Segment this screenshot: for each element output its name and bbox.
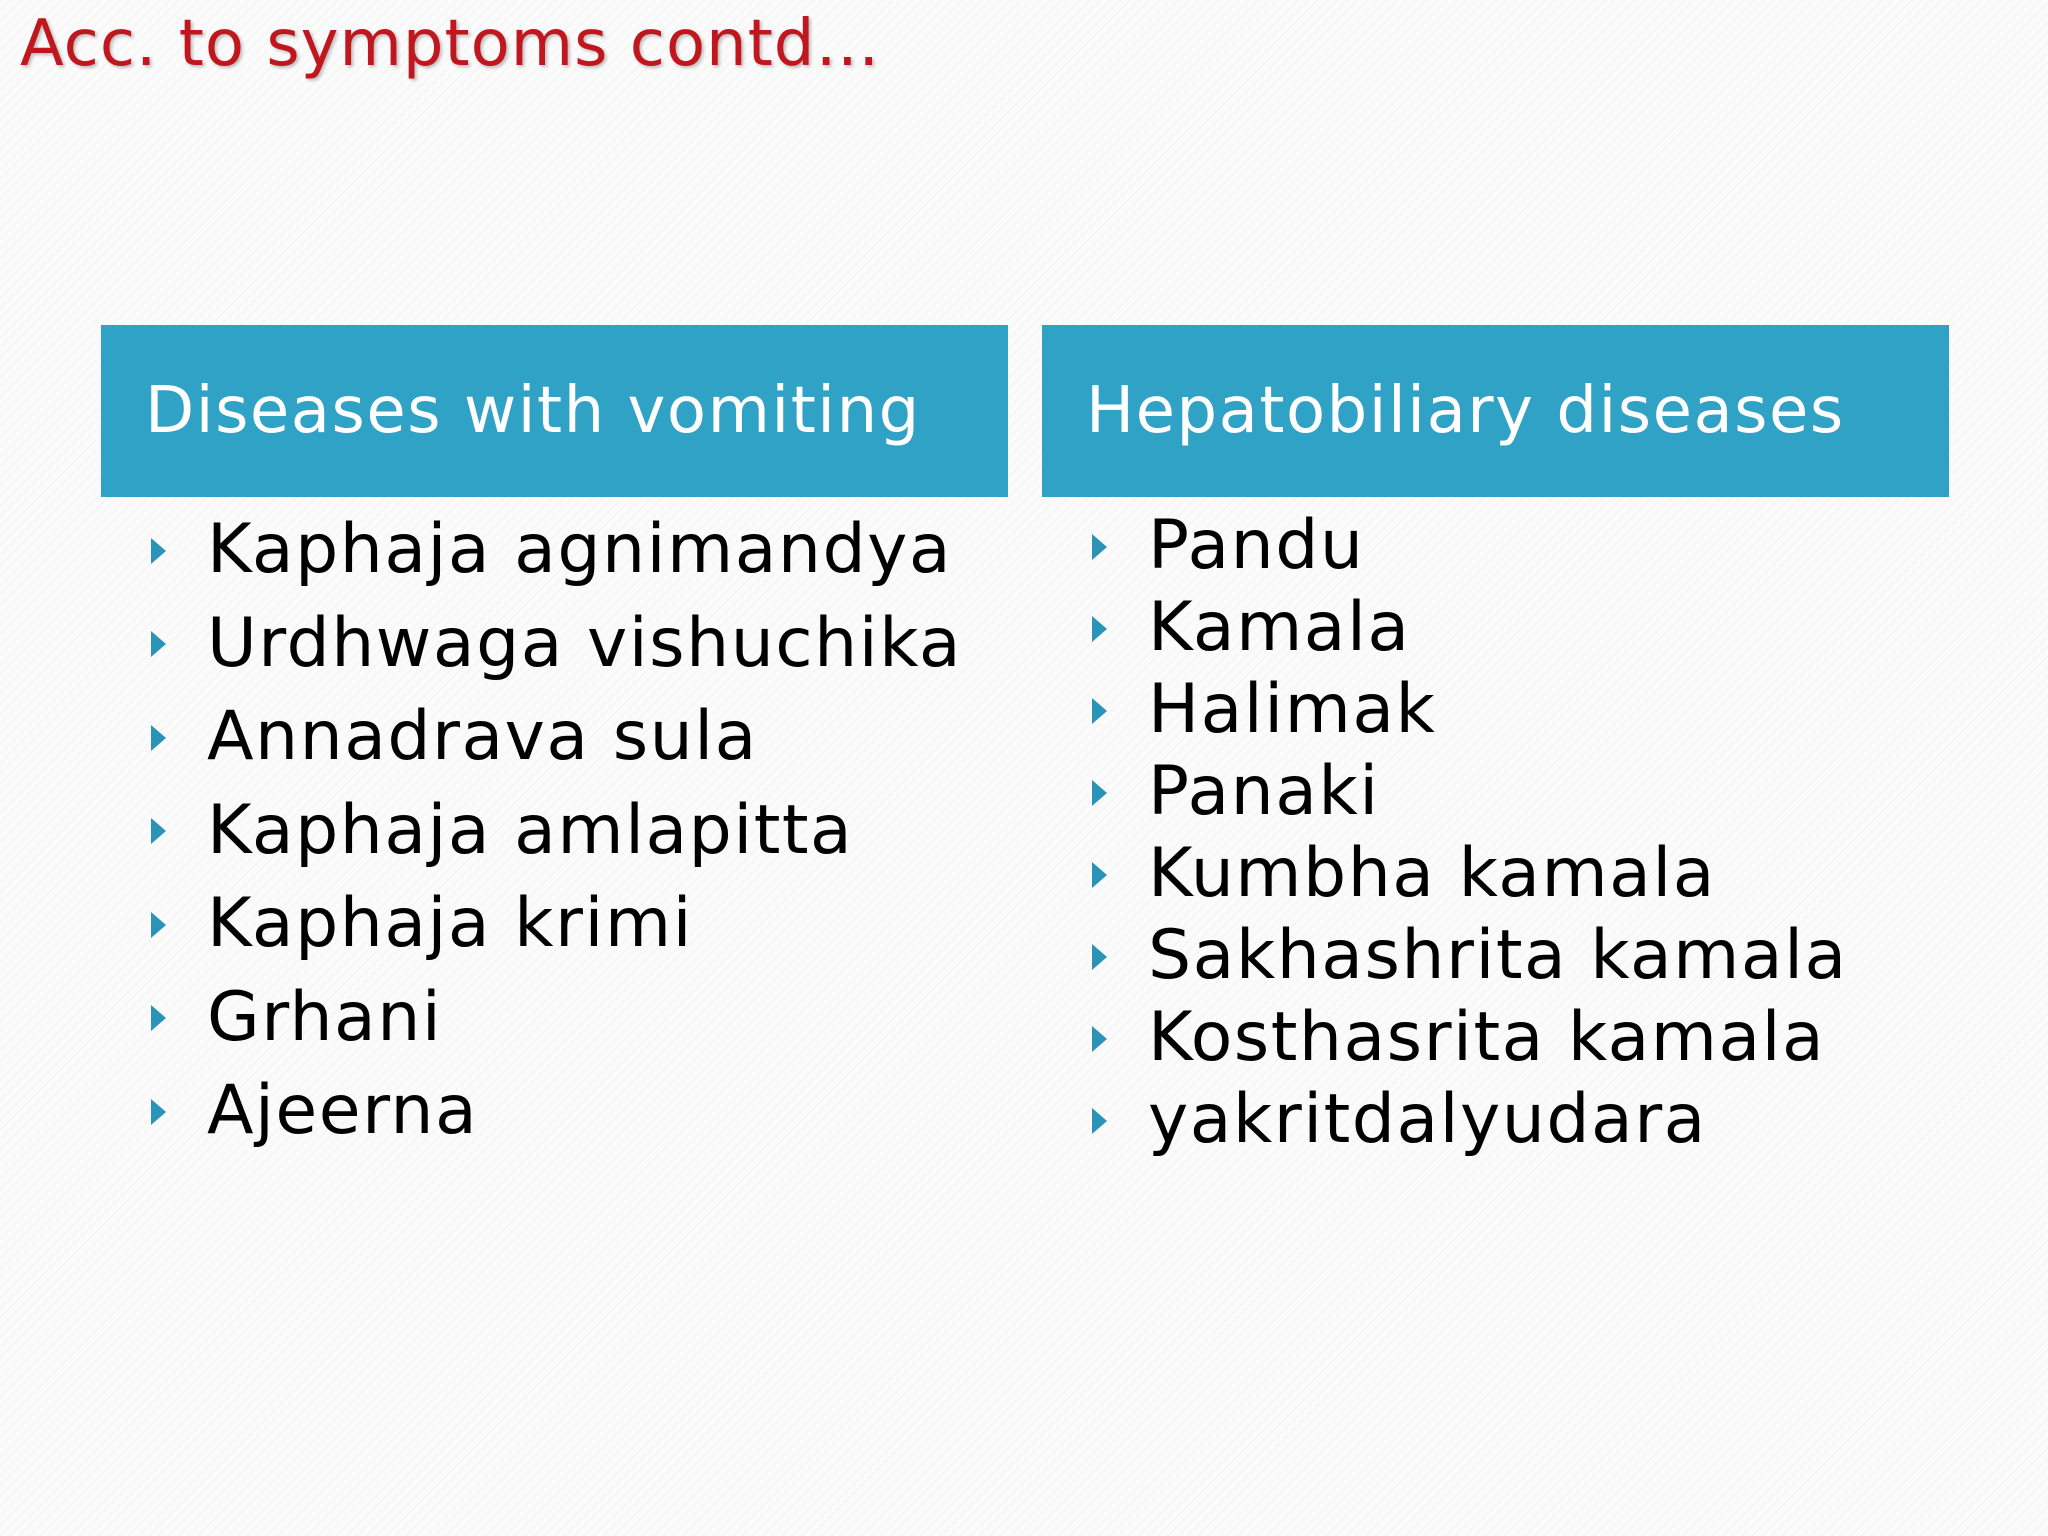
list-item-label: Kumbha kamala [1148, 834, 1716, 913]
column-hepatobiliary-diseases [1042, 325, 1949, 1161]
column-header: Hepatobiliary diseases [1042, 325, 1949, 497]
list-item-label: Kaphaja amlapitta [207, 790, 854, 870]
list-item [1042, 915, 1949, 997]
list-item [101, 597, 1008, 691]
disease-list [1042, 497, 1949, 1161]
triangle-bullet-icon [1092, 944, 1107, 970]
list-item [101, 690, 1008, 784]
list-item [101, 784, 1008, 878]
column-header: Diseases with vomiting [101, 325, 1008, 497]
list-item [101, 1064, 1008, 1158]
list-item-label: Sakhashrita kamala [1148, 916, 1848, 995]
list-item-label: Annadrava sula [207, 697, 758, 776]
list-item [101, 877, 1008, 971]
triangle-bullet-icon [151, 818, 166, 844]
triangle-bullet-icon [1092, 698, 1107, 724]
list-item [1042, 669, 1949, 751]
list-item-label: yakritdalyudara [1148, 1080, 1707, 1159]
list-item [101, 503, 1008, 597]
triangle-bullet-icon [151, 1005, 166, 1031]
triangle-bullet-icon [151, 725, 166, 751]
triangle-bullet-icon [1092, 1026, 1107, 1052]
list-item-label: Ajeerna [207, 1071, 479, 1150]
list-item [1042, 1079, 1949, 1161]
list-item-label: Kaphaja agnimandya [207, 510, 953, 589]
triangle-bullet-icon [1092, 534, 1107, 560]
list-item-label: Kaphaja krimi [207, 884, 694, 963]
triangle-bullet-icon [1092, 616, 1107, 642]
list-item-label: Kamala [1148, 588, 1411, 667]
list-item [1042, 997, 1949, 1079]
triangle-bullet-icon [151, 1099, 166, 1125]
list-item-label: Halimak [1148, 670, 1437, 749]
column-diseases-with-vomiting [101, 325, 1008, 1158]
list-item [1042, 505, 1949, 587]
slide-title: Acc. to symptoms contd… [20, 7, 881, 81]
triangle-bullet-icon [1092, 862, 1107, 888]
triangle-bullet-icon [151, 631, 166, 657]
triangle-bullet-icon [151, 538, 166, 564]
list-item-label: Urdhwaga vishuchika [207, 603, 963, 683]
triangle-bullet-icon [1092, 780, 1107, 806]
list-item [101, 971, 1008, 1065]
disease-list [101, 497, 1008, 1158]
list-item-label: Grhani [207, 977, 443, 1057]
triangle-bullet-icon [151, 912, 166, 938]
list-item-label: Pandu [1148, 506, 1365, 585]
list-item [1042, 751, 1949, 833]
triangle-bullet-icon [1092, 1108, 1107, 1134]
list-item-label: Kosthasrita kamala [1148, 998, 1826, 1077]
list-item-label: Panaki [1148, 752, 1380, 831]
list-item [1042, 833, 1949, 915]
list-item [1042, 587, 1949, 669]
